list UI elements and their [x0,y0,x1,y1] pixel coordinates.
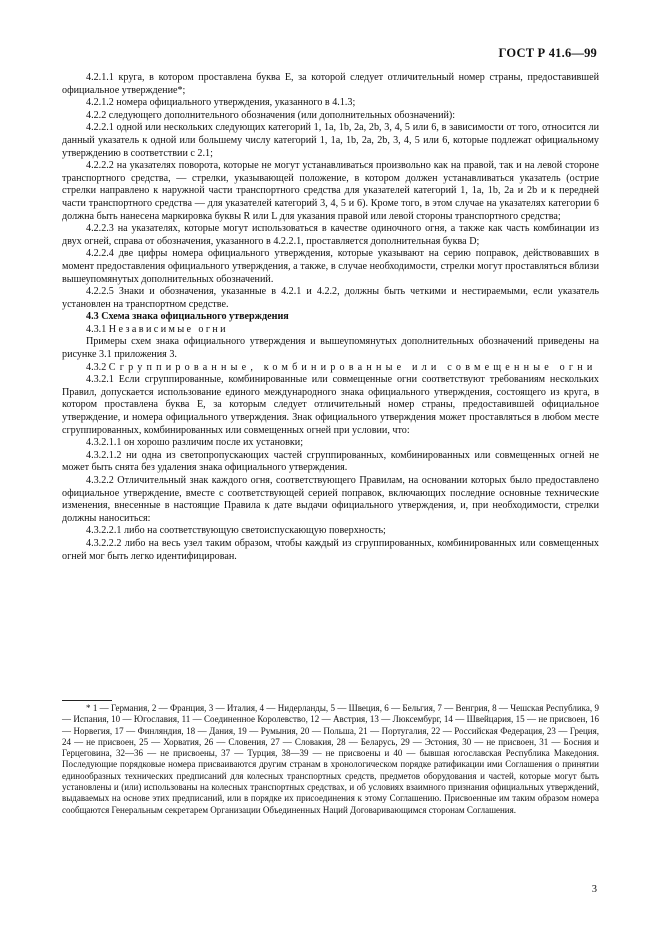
section-heading-4-3: 4.3 Схема знака официального утверждения [86,311,289,323]
footnote [62,703,599,816]
clause-4-3-2-2: 4.3.2.2 Отличительный знак каждого огня, соответствующего Правилам, на основании которых было предоставлено официальное утверждение, вместе с соответствующей серией поправок, включающих последние основные технические изменения, внесенные в настоящие Правила к дате выдачи официального утверждения, и, при необходимости, стрелки должны наноситься: [62,475,599,524]
main-text [62,72,599,563]
subheading-number: 4.3.2 [86,361,109,373]
footnote-divider [62,700,112,701]
clause-4-2-2-4: 4.2.2.4 две цифры номера официального утверждения, которые указывают на серию поправок, действовавших в момент предоставления официального утверждения, а также, в случае необходимости, стрелки могут проставляться вблизи вышеупомянутых дополнительных обозначений. [62,248,599,285]
clause-4-2-2: 4.2.2 следующего дополнительного обозначения (или дополнительных обозначений): [86,109,456,121]
clause-4-2-2-2: 4.2.2.2 на указателях поворота, которые не могут устанавливаться произвольно как на правой, так и на левой стороне транспортного средства, — стрелки, указывающей положение, в котором должен устанавливаться указатель (острие стрелки направлено к наружной части транспортного средства для указателей категорий 1, 1a, 1b, 2a и 2b и к передней части транспортного средства — для указателей категорий 3, 4, 5 и 6). Кроме того, в этом случае на указателях категории 6 должна быть нанесена маркировка буквы R или L для указания правой или левой стороны транспортного средства; [62,160,599,222]
clause-4-3-2-2-2: 4.3.2.2.2 либо на весь узел таким образом, чтобы каждый из сгруппированных, комбинированных или совмещенных огней мог быть легко идентифицирован. [62,537,599,562]
clause-4-2-2-1: 4.2.2.1 одной или нескольких следующих категорий 1, 1a, 1b, 2a, 2b, 3, 4, 5 или 6, в зависимости от того, относится ли данный указатель к одной или большему числу категорий 1, 1a, 1b, 2a, 2b, 3, 4, 5 или 6, которые подлежат официальному утверждению в соответствии с 2.1; [62,122,599,159]
subheading-4-3-2 [62,362,599,375]
subheading-title: Сгруппированные, комбинированные или совмещенные огни [108,361,597,373]
clause-4-3-1-text: Примеры схем знака официального утверждения и вышеупомянутых дополнительных обозначений приведены на рисунке 3.1 приложения 3. [62,336,599,361]
clause-4-2-1-2: 4.2.1.2 номера официального утверждения, указанного в 4.1.3; [86,97,356,109]
clause-4-3-2-1-2: 4.3.2.1.2 ни одна из светопропускающих частей сгруппированных, комбинированных или совмещенных огней не может быть снята без удаления знака официального утверждения. [62,449,599,474]
subheading-title: Независимые огни [108,323,229,335]
clause-4-2-2-3: 4.2.2.3 на указателях, которые могут использоваться в качестве одиночного огня, а также как часть комбинации из двух огней, справа от обозначения, указанного в 4.2.2.1, проставляется дополнительная буква D; [62,223,599,247]
subheading-4-3-1 [62,324,599,337]
subheading-number: 4.3.1 [86,323,109,335]
clause-4-2-1-1: 4.2.1.1 круга, в котором проставлена буква E, за которой следует отличительный номер страны, предоставившей официальное утверждение*; [62,72,599,96]
page-number: 3 [591,884,597,895]
footnote-text: * 1 — Германия, 2 — Франция, 3 — Италия, 4 — Нидерланды, 5 — Швеция, 6 — Бельгия, 7 — Венгрия, 8 — Чешская Республика, 9 — Испания, 10 — Югославия, 11 — Соединенное Королевство, 12 — Австрия, 13 — Люксембург, 14 — Швейцария, 15 — не присвоен, 16 — Норвегия, 17 — Финляндия, 18 — Дания, 19 — Румыния, 20 — Польша, 21 — Португалия, 22 — Российская Федерация, 23 — Греция, 24 — не присвоен, 25 — Хорватия, 26 — Словения, 27 — Словакия, 28 — Беларусь, 29 — Эстония, 30 — не присвоен, 31 — Босния и Герцеговина, 32—36 — не присвоены, 37 — Турция, 38—39 — не присвоены и 40 — бывшая югославская Республика Македония. Последующие порядковые номера присваиваются другим странам в хронологическом порядке ратификации ими Соглашения о принятии единообразных технических предписаний для колесных транспортных средств, предметов оборудования и частей, которые могут быть установлены и (или) использованы на колесных транспортных средствах, и об условиях взаимного признания официальных утверждений, выдаваемых на основе этих предписаний, или в порядке их присоединения к этому Соглашению. Присвоенные им таким образом номера сообщаются Генеральным секретарем Организации Объединенных Наций Договаривающимся сторонам Соглашения. [62,703,599,815]
standard-code: ГОСТ Р 41.6—99 [498,46,597,60]
clause-4-2-2-5: 4.2.2.5 Знаки и обозначения, указанные в 4.2.1 и 4.2.2, должны быть четкими и нестираемыми, если указатель установлен на транспортном средстве. [62,286,599,310]
clause-4-3-2-1-1: 4.3.2.1.1 он хорошо различим после их установки; [86,437,304,449]
clause-4-3-2-2-1: 4.3.2.2.1 либо на соответствующую светоиспускающую поверхность; [86,525,386,537]
clause-4-3-2-1: 4.3.2.1 Если сгруппированные, комбинированные или совмещенные огни соответствуют требованиям нескольких Правил, допускается использование единого международного знака официального утверждения, состоящего из круга, в котором проставлена буква E, за которым следует отличительный номер страны, предоставившей официальное утверждение, и номера официального утверждения. Знак официального утверждения может проставляться в любом месте сгруппированных, комбинированных или совмещенных огней при условии, что: [62,374,599,436]
